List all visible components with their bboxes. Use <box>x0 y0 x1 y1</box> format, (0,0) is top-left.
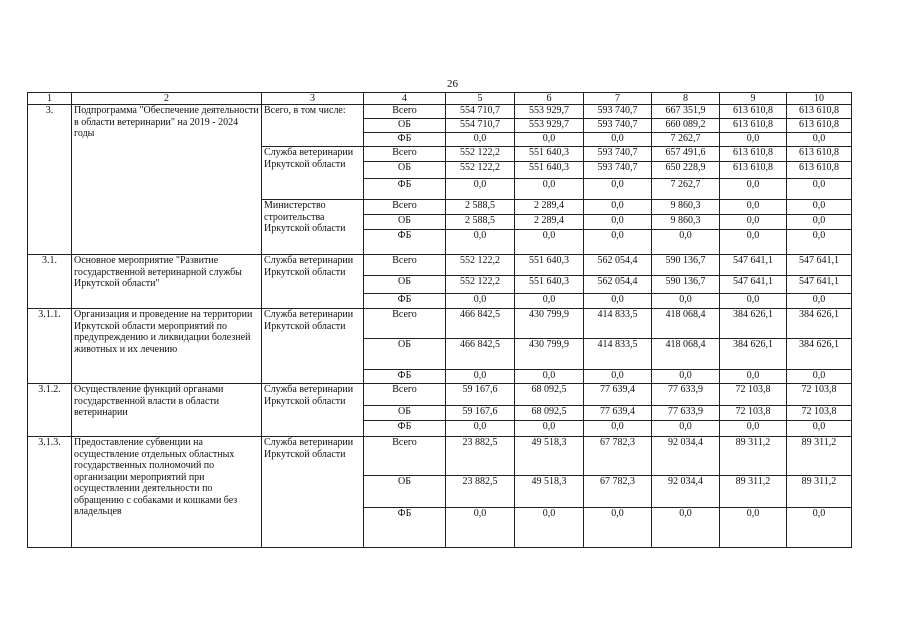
amount-cell: 590 136,7 <box>652 255 720 276</box>
item-name-cell: Подпрограмма "Обеспечение деятельности в области ветеринарии" на 2019 - 2024 годы <box>72 105 262 255</box>
header-cell: 8 <box>652 93 720 105</box>
amount-cell: 0,0 <box>584 133 652 147</box>
amount-cell: 92 034,4 <box>652 437 720 476</box>
amount-cell: 72 103,8 <box>787 406 852 421</box>
amount-cell: 0,0 <box>446 230 515 255</box>
amount-cell: 554 710,7 <box>446 119 515 133</box>
amount-cell: 89 311,2 <box>787 476 852 508</box>
budget-table <box>27 92 852 548</box>
funding-source-cell: ФБ <box>364 133 446 147</box>
header-cell: 3 <box>262 93 364 105</box>
header-cell: 2 <box>72 93 262 105</box>
item-number-cell: 3.1.2. <box>28 384 72 437</box>
amount-cell: 89 311,2 <box>720 437 787 476</box>
amount-cell: 0,0 <box>652 294 720 309</box>
item-number-cell: 3.1. <box>28 255 72 309</box>
funding-source-cell: Всего <box>364 384 446 406</box>
funding-source-cell: ОБ <box>364 215 446 230</box>
amount-cell: 0,0 <box>720 215 787 230</box>
amount-cell: 67 782,3 <box>584 476 652 508</box>
header-cell: 4 <box>364 93 446 105</box>
amount-cell: 613 610,8 <box>720 119 787 133</box>
amount-cell: 562 054,4 <box>584 276 652 294</box>
amount-cell: 0,0 <box>720 230 787 255</box>
funding-source-cell: ОБ <box>364 162 446 179</box>
amount-cell: 414 833,5 <box>584 309 652 339</box>
amount-cell: 613 610,8 <box>720 162 787 179</box>
amount-cell: 0,0 <box>584 508 652 548</box>
amount-cell: 0,0 <box>787 370 852 384</box>
amount-cell: 0,0 <box>787 230 852 255</box>
amount-cell: 551 640,3 <box>515 255 584 276</box>
amount-cell: 593 740,7 <box>584 119 652 133</box>
amount-cell: 0,0 <box>787 133 852 147</box>
amount-cell: 2 588,5 <box>446 200 515 215</box>
item-number-cell: 3. <box>28 105 72 255</box>
amount-cell: 0,0 <box>720 421 787 437</box>
funding-source-cell: Всего <box>364 255 446 276</box>
amount-cell: 72 103,8 <box>720 384 787 406</box>
amount-cell: 77 639,4 <box>584 384 652 406</box>
executor-cell: Служба ветеринарии Иркутской области <box>262 147 364 200</box>
amount-cell: 554 710,7 <box>446 105 515 119</box>
amount-cell: 7 262,7 <box>652 133 720 147</box>
amount-cell: 0,0 <box>446 421 515 437</box>
amount-cell: 466 842,5 <box>446 309 515 339</box>
item-name-cell: Организация и проведение на территории Иркутской области мероприятий по предупреждению и ликвидации болезней животных и их лечению <box>72 309 262 384</box>
amount-cell: 77 633,9 <box>652 384 720 406</box>
funding-source-cell: Всего <box>364 437 446 476</box>
amount-cell: 613 610,8 <box>720 147 787 162</box>
amount-cell: 0,0 <box>720 508 787 548</box>
amount-cell: 68 092,5 <box>515 384 584 406</box>
item-name-cell: Предоставление субвенции на осуществление отдельных областных государственных полномочий по организации мероприятий при осуществлении деятельности по обращению с собаками и кошками без владельцев <box>72 437 262 548</box>
item-number-cell: 3.1.1. <box>28 309 72 384</box>
amount-cell: 0,0 <box>515 179 584 200</box>
amount-cell: 0,0 <box>584 294 652 309</box>
amount-cell: 553 929,7 <box>515 105 584 119</box>
amount-cell: 72 103,8 <box>787 384 852 406</box>
amount-cell: 67 782,3 <box>584 437 652 476</box>
header-cell: 7 <box>584 93 652 105</box>
amount-cell: 92 034,4 <box>652 476 720 508</box>
funding-source-cell: Всего <box>364 309 446 339</box>
amount-cell: 0,0 <box>720 179 787 200</box>
amount-cell: 552 122,2 <box>446 147 515 162</box>
funding-source-cell: Всего <box>364 147 446 162</box>
amount-cell: 547 641,1 <box>720 255 787 276</box>
amount-cell: 0,0 <box>515 230 584 255</box>
amount-cell: 593 740,7 <box>584 105 652 119</box>
amount-cell: 23 882,5 <box>446 437 515 476</box>
amount-cell: 466 842,5 <box>446 339 515 370</box>
amount-cell: 418 068,4 <box>652 309 720 339</box>
amount-cell: 551 640,3 <box>515 147 584 162</box>
amount-cell: 0,0 <box>584 230 652 255</box>
amount-cell: 384 626,1 <box>720 339 787 370</box>
amount-cell: 0,0 <box>584 215 652 230</box>
funding-source-cell: Всего <box>364 105 446 119</box>
table-row <box>28 255 852 276</box>
executor-cell: Служба ветеринарии Иркутской области <box>262 309 364 384</box>
amount-cell: 613 610,8 <box>787 147 852 162</box>
amount-cell: 0,0 <box>515 508 584 548</box>
amount-cell: 551 640,3 <box>515 162 584 179</box>
page-number: 26 <box>447 78 458 90</box>
amount-cell: 0,0 <box>584 200 652 215</box>
amount-cell: 593 740,7 <box>584 147 652 162</box>
amount-cell: 0,0 <box>787 179 852 200</box>
funding-source-cell: ОБ <box>364 119 446 133</box>
amount-cell: 2 588,5 <box>446 215 515 230</box>
amount-cell: 657 491,6 <box>652 147 720 162</box>
amount-cell: 0,0 <box>787 508 852 548</box>
amount-cell: 551 640,3 <box>515 276 584 294</box>
funding-source-cell: ОБ <box>364 476 446 508</box>
amount-cell: 552 122,2 <box>446 255 515 276</box>
header-row <box>28 93 852 105</box>
table-row <box>28 309 852 339</box>
funding-source-cell: ФБ <box>364 294 446 309</box>
amount-cell: 9 860,3 <box>652 215 720 230</box>
amount-cell: 0,0 <box>584 179 652 200</box>
funding-source-cell: ФБ <box>364 370 446 384</box>
amount-cell: 384 626,1 <box>787 339 852 370</box>
table-row <box>28 384 852 406</box>
amount-cell: 384 626,1 <box>720 309 787 339</box>
amount-cell: 414 833,5 <box>584 339 652 370</box>
amount-cell: 0,0 <box>787 200 852 215</box>
amount-cell: 0,0 <box>720 133 787 147</box>
amount-cell: 384 626,1 <box>787 309 852 339</box>
amount-cell: 59 167,6 <box>446 384 515 406</box>
funding-source-cell: ФБ <box>364 508 446 548</box>
amount-cell: 0,0 <box>446 508 515 548</box>
amount-cell: 650 228,9 <box>652 162 720 179</box>
header-cell: 9 <box>720 93 787 105</box>
funding-source-cell: ОБ <box>364 339 446 370</box>
executor-cell: Служба ветеринарии Иркутской области <box>262 384 364 437</box>
amount-cell: 0,0 <box>652 370 720 384</box>
amount-cell: 552 122,2 <box>446 162 515 179</box>
item-name-cell: Осуществление функций органами государственной власти в области ветеринарии <box>72 384 262 437</box>
amount-cell: 0,0 <box>446 179 515 200</box>
amount-cell: 0,0 <box>515 133 584 147</box>
amount-cell: 72 103,8 <box>720 406 787 421</box>
amount-cell: 660 089,2 <box>652 119 720 133</box>
header-cell: 6 <box>515 93 584 105</box>
amount-cell: 0,0 <box>787 421 852 437</box>
amount-cell: 553 929,7 <box>515 119 584 133</box>
amount-cell: 0,0 <box>720 200 787 215</box>
item-name-cell: Основное мероприятие "Развитие государственной ветеринарной службы Иркутской области" <box>72 255 262 309</box>
amount-cell: 418 068,4 <box>652 339 720 370</box>
amount-cell: 547 641,1 <box>787 255 852 276</box>
amount-cell: 0,0 <box>720 370 787 384</box>
amount-cell: 0,0 <box>584 370 652 384</box>
amount-cell: 613 610,8 <box>720 105 787 119</box>
amount-cell: 613 610,8 <box>787 119 852 133</box>
table-row <box>28 105 852 119</box>
amount-cell: 89 311,2 <box>787 437 852 476</box>
amount-cell: 68 092,5 <box>515 406 584 421</box>
amount-cell: 0,0 <box>787 215 852 230</box>
amount-cell: 0,0 <box>446 133 515 147</box>
amount-cell: 49 518,3 <box>515 437 584 476</box>
amount-cell: 0,0 <box>515 294 584 309</box>
amount-cell: 562 054,4 <box>584 255 652 276</box>
amount-cell: 0,0 <box>584 421 652 437</box>
amount-cell: 613 610,8 <box>787 162 852 179</box>
executor-cell: Служба ветеринарии Иркутской области <box>262 255 364 309</box>
executor-cell: Служба ветеринарии Иркутской области <box>262 437 364 548</box>
amount-cell: 0,0 <box>720 294 787 309</box>
amount-cell: 89 311,2 <box>720 476 787 508</box>
funding-source-cell: ФБ <box>364 421 446 437</box>
amount-cell: 77 639,4 <box>584 406 652 421</box>
amount-cell: 77 633,9 <box>652 406 720 421</box>
amount-cell: 0,0 <box>515 421 584 437</box>
amount-cell: 49 518,3 <box>515 476 584 508</box>
item-number-cell: 3.1.3. <box>28 437 72 548</box>
table-row <box>28 437 852 476</box>
amount-cell: 547 641,1 <box>720 276 787 294</box>
amount-cell: 590 136,7 <box>652 276 720 294</box>
amount-cell: 430 799,9 <box>515 309 584 339</box>
header-cell: 1 <box>28 93 72 105</box>
funding-source-cell: Всего <box>364 200 446 215</box>
executor-cell: Министерство строительства Иркутской области <box>262 200 364 255</box>
executor-cell: Всего, в том числе: <box>262 105 364 147</box>
amount-cell: 2 289,4 <box>515 200 584 215</box>
amount-cell: 59 167,6 <box>446 406 515 421</box>
amount-cell: 552 122,2 <box>446 276 515 294</box>
amount-cell: 0,0 <box>515 370 584 384</box>
amount-cell: 7 262,7 <box>652 179 720 200</box>
amount-cell: 0,0 <box>652 230 720 255</box>
amount-cell: 0,0 <box>446 294 515 309</box>
amount-cell: 593 740,7 <box>584 162 652 179</box>
funding-source-cell: ФБ <box>364 230 446 255</box>
header-cell: 10 <box>787 93 852 105</box>
funding-source-cell: ОБ <box>364 276 446 294</box>
amount-cell: 613 610,8 <box>787 105 852 119</box>
amount-cell: 2 289,4 <box>515 215 584 230</box>
amount-cell: 0,0 <box>652 421 720 437</box>
amount-cell: 0,0 <box>787 294 852 309</box>
amount-cell: 9 860,3 <box>652 200 720 215</box>
funding-source-cell: ОБ <box>364 406 446 421</box>
amount-cell: 0,0 <box>652 508 720 548</box>
amount-cell: 667 351,9 <box>652 105 720 119</box>
header-cell: 5 <box>446 93 515 105</box>
amount-cell: 0,0 <box>446 370 515 384</box>
amount-cell: 547 641,1 <box>787 276 852 294</box>
funding-source-cell: ФБ <box>364 179 446 200</box>
amount-cell: 430 799,9 <box>515 339 584 370</box>
amount-cell: 23 882,5 <box>446 476 515 508</box>
